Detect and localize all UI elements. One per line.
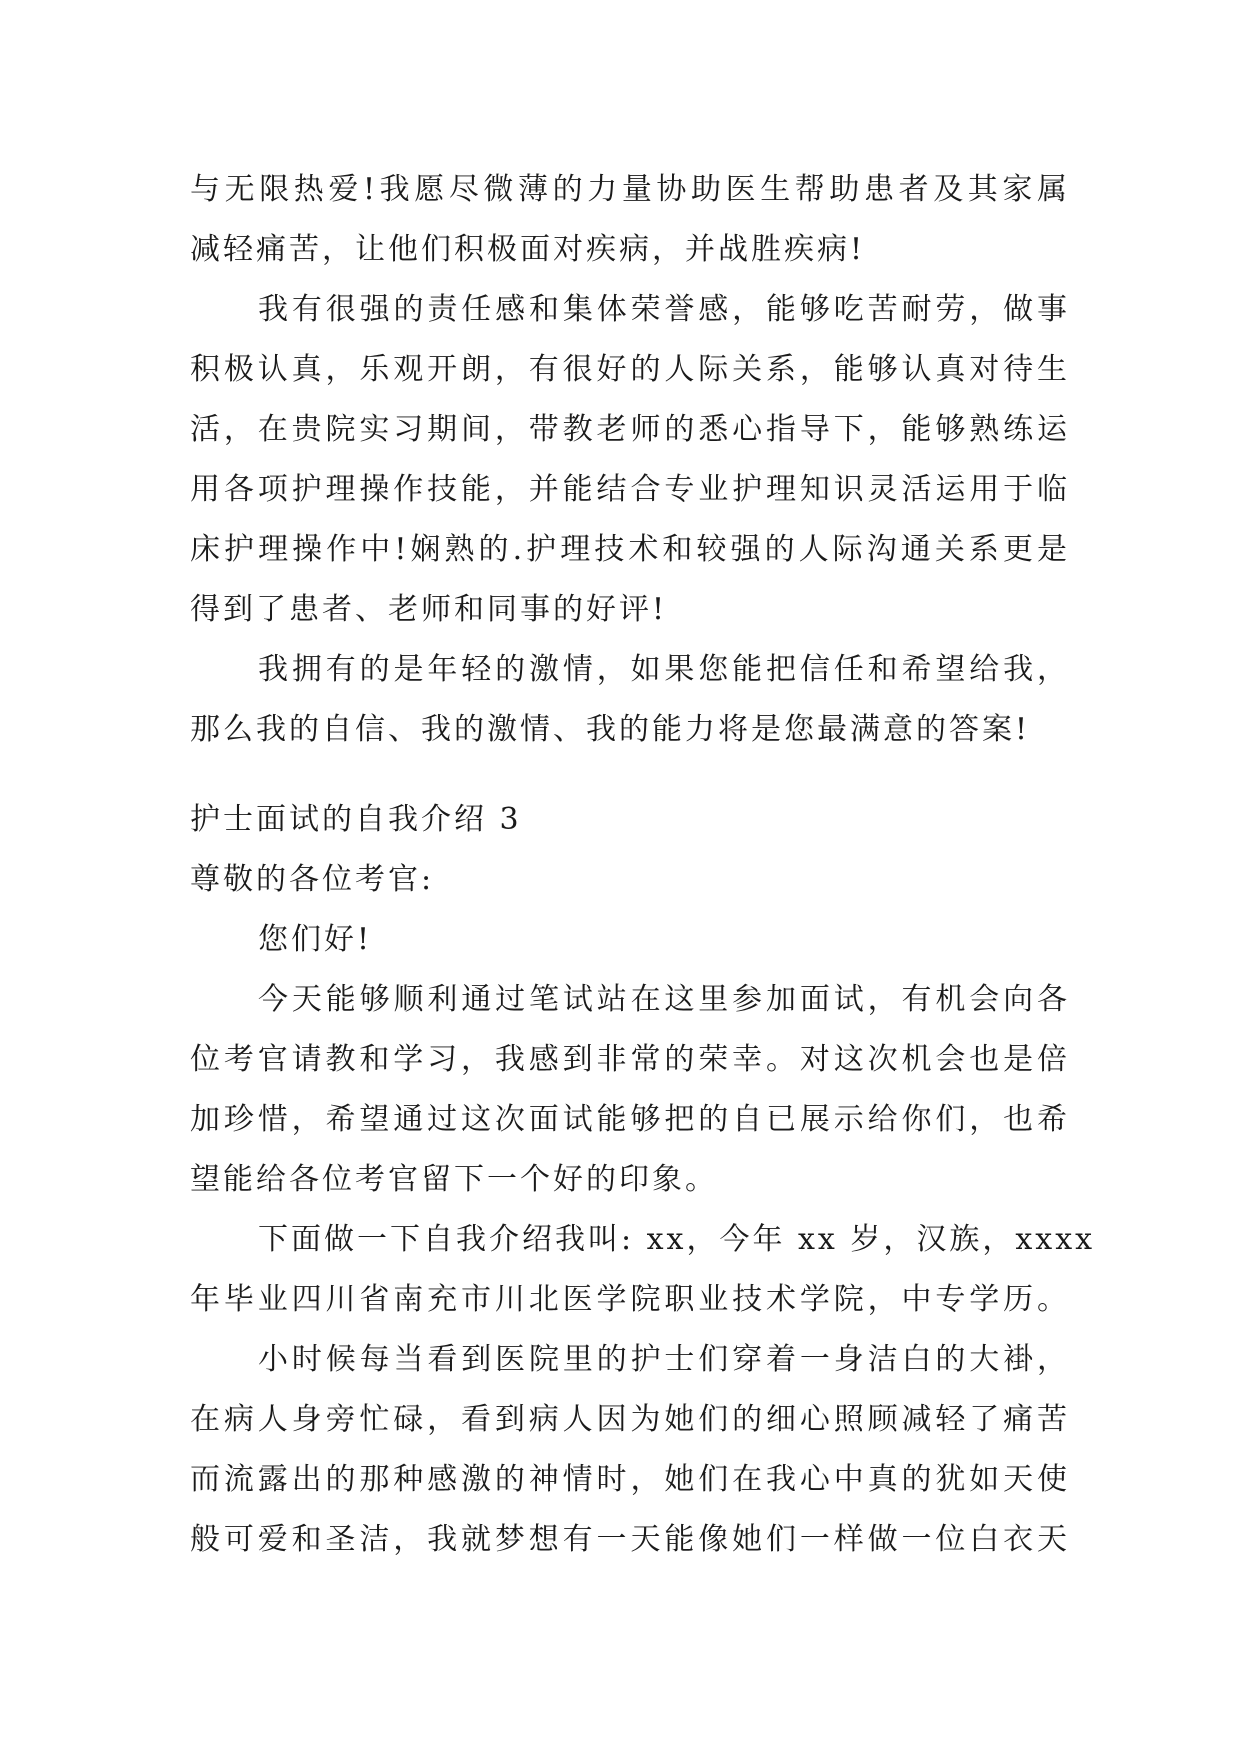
- text-line: 积极认真，乐观开朗，有很好的人际关系，能够认真对待生: [190, 352, 1070, 387]
- text-line: 而流露出的那种感激的神情时，她们在我心中真的犹如天使: [190, 1462, 1070, 1497]
- text-line: 减轻痛苦，让他们积极面对疾病，并战胜疾病!: [190, 232, 866, 267]
- text-line: 我拥有的是年轻的激情，如果您能把信任和希望给我，: [258, 652, 1070, 687]
- text-line: 小时候每当看到医院里的护士们穿着一身洁白的大褂，: [258, 1342, 1070, 1377]
- text-line: 位考官请教和学习，我感到非常的荣幸。对这次机会也是倍: [190, 1042, 1070, 1077]
- text-line: 床护理操作中!娴熟的.护理技术和较强的人际沟通关系更是: [190, 532, 1070, 567]
- section-title: 护士面试的自我介绍 3: [190, 802, 522, 837]
- text-line: 望能给各位考官留下一个好的印象。: [190, 1162, 718, 1197]
- text-line: 下面做一下自我介绍我叫: xx，今年 xx 岁，汉族，xxxx: [258, 1222, 1096, 1257]
- text-line: 今天能够顺利通过笔试站在这里参加面试，有机会向各: [258, 982, 1070, 1017]
- text-line: 加珍惜，希望通过这次面试能够把的自已展示给你们，也希: [190, 1102, 1070, 1137]
- text-line: 我有很强的责任感和集体荣誉感，能够吃苦耐劳，做事: [258, 292, 1070, 327]
- text-line: 得到了患者、老师和同事的好评!: [190, 592, 668, 627]
- salutation: 尊敬的各位考官:: [190, 862, 435, 897]
- document-page: [190, 160, 1096, 1570]
- text-line: 活，在贵院实习期间，带教老师的悉心指导下，能够熟练运: [190, 412, 1070, 447]
- greeting: 您们好!: [258, 922, 373, 957]
- text-line: 与无限热爱!我愿尽微薄的力量协助医生帮助患者及其家属: [190, 172, 1070, 207]
- text-line: 在病人身旁忙碌，看到病人因为她们的细心照顾减轻了痛苦: [190, 1402, 1070, 1437]
- text-line: 用各项护理操作技能，并能结合专业护理知识灵活运用于临: [190, 472, 1070, 507]
- text-line: 般可爱和圣洁，我就梦想有一天能像她们一样做一位白衣天: [190, 1522, 1070, 1557]
- text-line: 年毕业四川省南充市川北医学院职业技术学院，中专学历。: [190, 1282, 1070, 1317]
- text-line: 那么我的自信、我的激情、我的能力将是您最满意的答案!: [190, 712, 1031, 747]
